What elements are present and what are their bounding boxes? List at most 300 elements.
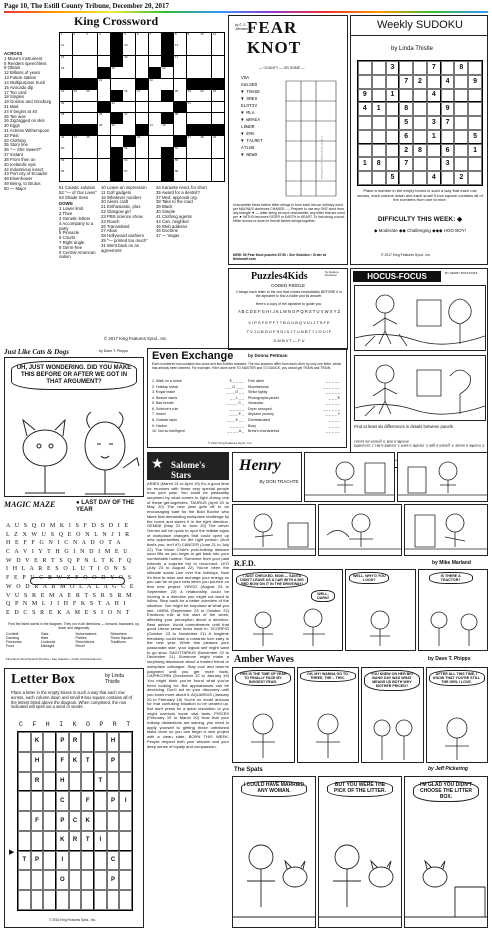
sudoku-cell[interactable]: 8: [372, 157, 386, 171]
crossword-cell[interactable]: [73, 113, 85, 124]
letter-box-cell[interactable]: [69, 791, 82, 811]
letter-box-cell[interactable]: R: [31, 772, 44, 792]
even-exchange-answer[interactable]: E _ _ _ _: [229, 379, 244, 383]
sudoku-cell[interactable]: [413, 61, 427, 75]
letter-box-cell[interactable]: [31, 870, 44, 890]
sudoku-cell[interactable]: [441, 89, 455, 103]
letter-box-cell[interactable]: [56, 890, 69, 910]
letter-box-cell[interactable]: R: [69, 732, 82, 752]
even-exchange-answer[interactable]: _ _ _ _: [329, 423, 340, 428]
crossword-cell[interactable]: 56: [60, 170, 72, 181]
crossword-cell[interactable]: [136, 170, 148, 181]
sudoku-cell[interactable]: [372, 130, 386, 144]
letter-box-cell[interactable]: [69, 890, 82, 910]
crossword-cell[interactable]: 46: [136, 136, 148, 147]
crossword-cell[interactable]: [111, 136, 123, 147]
letter-box-cell[interactable]: [81, 772, 94, 792]
letter-box-cell[interactable]: [94, 752, 107, 772]
letter-box-cell[interactable]: F: [56, 752, 69, 772]
sudoku-grid[interactable]: [357, 60, 483, 186]
letter-box-cell[interactable]: [43, 752, 56, 772]
sudoku-cell[interactable]: 3: [427, 116, 441, 130]
letter-box-cell[interactable]: F: [31, 811, 44, 831]
crossword-cell[interactable]: 6: [136, 33, 148, 44]
crossword-cell[interactable]: [149, 147, 161, 158]
crossword-cell[interactable]: [136, 56, 148, 67]
crossword-cell[interactable]: 32: [60, 102, 72, 113]
crossword-cell[interactable]: [85, 159, 97, 170]
crossword-cell[interactable]: 15: [60, 56, 72, 67]
sudoku-cell[interactable]: 5: [468, 130, 482, 144]
sudoku-cell[interactable]: 7: [441, 116, 455, 130]
letter-box-cell[interactable]: [119, 831, 132, 851]
sudoku-cell[interactable]: [441, 61, 455, 75]
letter-box-cell[interactable]: [119, 752, 132, 772]
letter-box-cell[interactable]: [119, 890, 132, 910]
crossword-cell[interactable]: [136, 147, 148, 158]
even-exchange-answer[interactable]: _ _ _ _ _ _: [323, 384, 340, 389]
crossword-cell[interactable]: [73, 170, 85, 181]
crossword-cell[interactable]: [149, 113, 161, 124]
crossword-cell[interactable]: 10: [199, 33, 211, 44]
letter-box-cell[interactable]: [43, 811, 56, 831]
sudoku-cell[interactable]: 3: [386, 61, 400, 75]
sudoku-cell[interactable]: [413, 171, 427, 185]
letter-box-cell[interactable]: I: [94, 831, 107, 851]
even-exchange-answer[interactable]: _ _ _ _ _: [326, 429, 340, 434]
even-exchange-answer[interactable]: _ _ _ E _: [229, 412, 244, 417]
crossword-cell[interactable]: [199, 170, 211, 181]
crossword-cell[interactable]: [149, 56, 161, 67]
crossword-cell[interactable]: [199, 147, 211, 158]
crossword-cell[interactable]: [212, 147, 224, 158]
letter-box-cell[interactable]: [43, 732, 56, 752]
crossword-cell[interactable]: 58: [174, 170, 186, 181]
sudoku-cell[interactable]: 2: [399, 144, 413, 158]
letter-box-cell[interactable]: [31, 831, 44, 851]
even-exchange-answer[interactable]: _ _ _ _ _: [230, 423, 244, 428]
crossword-cell[interactable]: [149, 102, 161, 113]
crossword-cell[interactable]: [174, 79, 186, 90]
letter-box-cell[interactable]: [18, 890, 31, 910]
crossword-cell[interactable]: [123, 102, 135, 113]
crossword-cell[interactable]: 54: [123, 159, 135, 170]
crossword-cell[interactable]: [85, 147, 97, 158]
crossword-grid[interactable]: [59, 32, 225, 182]
crossword-cell[interactable]: 23: [60, 90, 72, 101]
crossword-cell[interactable]: [212, 56, 224, 67]
even-exchange-answer[interactable]: _ _ _ _ _ _: [323, 406, 340, 411]
crossword-cell[interactable]: 14: [174, 44, 186, 55]
letter-box-cell[interactable]: [94, 870, 107, 890]
sudoku-cell[interactable]: [454, 75, 468, 89]
letter-box-cell[interactable]: [94, 811, 107, 831]
crossword-cell[interactable]: 51: [123, 147, 135, 158]
crossword-cell[interactable]: [85, 44, 97, 55]
letter-box-cell[interactable]: [94, 732, 107, 752]
crossword-cell[interactable]: 25: [85, 90, 97, 101]
letter-box-cell[interactable]: [31, 791, 44, 811]
letter-box-cell[interactable]: [81, 870, 94, 890]
sudoku-cell[interactable]: [399, 61, 413, 75]
even-exchange-answer[interactable]: _ _ _ E: [328, 395, 340, 400]
crossword-cell[interactable]: [187, 56, 199, 67]
crossword-cell[interactable]: [212, 44, 224, 55]
crossword-cell[interactable]: [187, 170, 199, 181]
letter-box-cell[interactable]: T: [94, 772, 107, 792]
sudoku-cell[interactable]: [468, 61, 482, 75]
letter-box-cell[interactable]: [81, 851, 94, 871]
crossword-cell[interactable]: 39: [98, 124, 110, 135]
letter-box-cell[interactable]: P: [107, 870, 120, 890]
crossword-cell[interactable]: 42: [161, 124, 173, 135]
crossword-cell[interactable]: 13: [123, 44, 135, 55]
letter-box-cell[interactable]: C: [56, 791, 69, 811]
sudoku-cell[interactable]: [358, 130, 372, 144]
crossword-cell[interactable]: [98, 44, 110, 55]
sudoku-cell[interactable]: [386, 157, 400, 171]
sudoku-cell[interactable]: [358, 75, 372, 89]
letter-box-cell[interactable]: P: [107, 752, 120, 772]
crossword-cell[interactable]: 36: [98, 113, 110, 124]
letter-box-cell[interactable]: P: [56, 732, 69, 752]
crossword-cell[interactable]: 34: [187, 102, 199, 113]
sudoku-cell[interactable]: [454, 144, 468, 158]
sudoku-cell[interactable]: 3: [441, 157, 455, 171]
crossword-cell[interactable]: [85, 170, 97, 181]
crossword-cell[interactable]: [73, 44, 85, 55]
crossword-cell[interactable]: [187, 113, 199, 124]
sudoku-cell[interactable]: [413, 89, 427, 103]
sudoku-cell[interactable]: [372, 171, 386, 185]
crossword-cell[interactable]: 9: [187, 33, 199, 44]
letter-box-cell[interactable]: [43, 870, 56, 890]
crossword-cell[interactable]: [98, 90, 110, 101]
crossword-cell[interactable]: [212, 67, 224, 78]
letter-box-cell[interactable]: P: [31, 851, 44, 871]
crossword-cell[interactable]: [123, 79, 135, 90]
crossword-cell[interactable]: [212, 170, 224, 181]
crossword-cell[interactable]: [85, 56, 97, 67]
even-exchange-answer[interactable]: _ _ _ O _ _: [226, 390, 244, 395]
even-exchange-answer[interactable]: _ _ L _ _: [230, 395, 244, 400]
letter-box-cell[interactable]: [18, 752, 31, 772]
letter-box-cell[interactable]: [18, 732, 31, 752]
crossword-cell[interactable]: 7: [149, 33, 161, 44]
sudoku-cell[interactable]: 7: [399, 75, 413, 89]
even-exchange-answer[interactable]: _ _ _ _: [329, 417, 340, 422]
even-exchange-answer[interactable]: _ _ _ K _ _: [226, 417, 244, 422]
even-exchange-answer[interactable]: _ _ O _ _ _: [226, 384, 244, 389]
letter-box-cell[interactable]: T: [81, 831, 94, 851]
sudoku-cell[interactable]: 1: [386, 89, 400, 103]
even-exchange-answer[interactable]: _ _ _ _ C _: [226, 401, 244, 406]
sudoku-cell[interactable]: [441, 130, 455, 144]
crossword-cell[interactable]: [199, 44, 211, 55]
sudoku-cell[interactable]: 4: [441, 75, 455, 89]
even-exchange-answer[interactable]: _ _ _ _ _: [326, 379, 340, 383]
sudoku-cell[interactable]: [399, 89, 413, 103]
crossword-cell[interactable]: 47: [187, 136, 199, 147]
crossword-cell[interactable]: 29: [187, 90, 199, 101]
sudoku-cell[interactable]: 9: [441, 102, 455, 116]
crossword-cell[interactable]: 12: [60, 44, 72, 55]
crossword-cell[interactable]: 8: [174, 33, 186, 44]
sudoku-cell[interactable]: 2: [413, 75, 427, 89]
sudoku-cell[interactable]: [468, 157, 482, 171]
crossword-cell[interactable]: [98, 159, 110, 170]
letter-box-cell[interactable]: H: [31, 752, 44, 772]
crossword-cell[interactable]: [187, 147, 199, 158]
letter-box-cell[interactable]: K: [31, 732, 44, 752]
crossword-cell[interactable]: 21: [98, 79, 110, 90]
crossword-cell[interactable]: [85, 102, 97, 113]
sudoku-cell[interactable]: 1: [468, 144, 482, 158]
sudoku-cell[interactable]: [372, 61, 386, 75]
letter-box-cell[interactable]: [18, 772, 31, 792]
letter-box-cell[interactable]: [81, 890, 94, 910]
crossword-cell[interactable]: 52: [174, 147, 186, 158]
crossword-cell[interactable]: [123, 124, 135, 135]
sudoku-cell[interactable]: [454, 102, 468, 116]
crossword-cell[interactable]: 4: [98, 33, 110, 44]
sudoku-cell[interactable]: [468, 116, 482, 130]
crossword-cell[interactable]: 5: [123, 33, 135, 44]
sudoku-cell[interactable]: [454, 130, 468, 144]
crossword-cell[interactable]: [212, 113, 224, 124]
sudoku-cell[interactable]: [468, 89, 482, 103]
sudoku-cell[interactable]: 7: [427, 61, 441, 75]
sudoku-cell[interactable]: [413, 157, 427, 171]
sudoku-cell[interactable]: 1: [358, 157, 372, 171]
crossword-cell[interactable]: 43: [60, 136, 72, 147]
sudoku-cell[interactable]: [358, 171, 372, 185]
crossword-cell[interactable]: [149, 159, 161, 170]
sudoku-cell[interactable]: [386, 144, 400, 158]
sudoku-cell[interactable]: [427, 102, 441, 116]
sudoku-cell[interactable]: [454, 157, 468, 171]
sudoku-cell[interactable]: 4: [427, 89, 441, 103]
crossword-cell[interactable]: 33: [111, 102, 123, 113]
sudoku-cell[interactable]: [413, 116, 427, 130]
sudoku-cell[interactable]: [427, 75, 441, 89]
sudoku-cell[interactable]: [372, 116, 386, 130]
sudoku-cell[interactable]: [358, 116, 372, 130]
letter-box-cell[interactable]: [119, 811, 132, 831]
crossword-cell[interactable]: [98, 147, 110, 158]
crossword-cell[interactable]: [161, 79, 173, 90]
sudoku-cell[interactable]: 8: [454, 61, 468, 75]
sudoku-cell[interactable]: [427, 157, 441, 171]
sudoku-cell[interactable]: 2: [454, 171, 468, 185]
crossword-cell[interactable]: 55: [174, 159, 186, 170]
crossword-cell[interactable]: [85, 113, 97, 124]
crossword-cell[interactable]: [199, 159, 211, 170]
crossword-cell[interactable]: [149, 136, 161, 147]
sudoku-cell[interactable]: 9: [358, 89, 372, 103]
letter-box-cell[interactable]: [94, 890, 107, 910]
letter-box-cell[interactable]: K: [69, 752, 82, 772]
hocus-panel-bottom[interactable]: [354, 355, 486, 421]
crossword-cell[interactable]: 17: [174, 56, 186, 67]
letter-box-cell[interactable]: O: [56, 870, 69, 890]
crossword-cell[interactable]: [161, 102, 173, 113]
sudoku-cell[interactable]: [427, 144, 441, 158]
sudoku-cell[interactable]: [372, 144, 386, 158]
letter-box-cell[interactable]: P: [107, 791, 120, 811]
sudoku-cell[interactable]: [468, 171, 482, 185]
crossword-cell[interactable]: [73, 67, 85, 78]
crossword-cell[interactable]: 37: [123, 113, 135, 124]
sudoku-cell[interactable]: 6: [399, 130, 413, 144]
sudoku-cell[interactable]: [441, 171, 455, 185]
crossword-cell[interactable]: 45: [85, 136, 97, 147]
crossword-cell[interactable]: 2: [73, 33, 85, 44]
letter-box-cell[interactable]: K: [81, 811, 94, 831]
letter-box-cell[interactable]: [69, 772, 82, 792]
letter-box-cell[interactable]: T: [81, 752, 94, 772]
sudoku-cell[interactable]: [372, 75, 386, 89]
sudoku-cell[interactable]: 5: [386, 171, 400, 185]
sudoku-cell[interactable]: 9: [468, 75, 482, 89]
letter-box-cell[interactable]: [119, 851, 132, 871]
sudoku-cell[interactable]: [399, 171, 413, 185]
crossword-cell[interactable]: [73, 147, 85, 158]
crossword-cell[interactable]: 24: [73, 90, 85, 101]
crossword-cell[interactable]: 22: [149, 79, 161, 90]
crossword-cell[interactable]: 38: [174, 113, 186, 124]
crossword-cell[interactable]: 44: [73, 136, 85, 147]
crossword-cell[interactable]: [123, 67, 135, 78]
crossword-cell[interactable]: [98, 56, 110, 67]
crossword-cell[interactable]: 1: [60, 33, 72, 44]
crossword-cell[interactable]: [73, 159, 85, 170]
letter-box-cell[interactable]: [43, 772, 56, 792]
letter-box-cell[interactable]: [31, 890, 44, 910]
crossword-cell[interactable]: 20: [161, 67, 173, 78]
crossword-cell[interactable]: 26: [123, 90, 135, 101]
crossword-cell[interactable]: [136, 159, 148, 170]
crossword-cell[interactable]: 35: [60, 113, 72, 124]
crossword-cell[interactable]: 3: [85, 33, 97, 44]
crossword-cell[interactable]: [98, 170, 110, 181]
even-exchange-answer[interactable]: _ _ _ _ _: [230, 406, 244, 411]
letter-box-cell[interactable]: [107, 890, 120, 910]
crossword-cell[interactable]: [111, 79, 123, 90]
crossword-cell[interactable]: 11: [212, 33, 224, 44]
letter-box-cell[interactable]: [107, 772, 120, 792]
sudoku-cell[interactable]: [358, 144, 372, 158]
even-exchange-answer[interactable]: _ _ _ _ Y: [325, 412, 340, 417]
sudoku-cell[interactable]: [454, 89, 468, 103]
letter-box-cell[interactable]: [18, 811, 31, 831]
crossword-cell[interactable]: 50: [60, 147, 72, 158]
crossword-cell[interactable]: [212, 102, 224, 113]
sudoku-cell[interactable]: 7: [399, 157, 413, 171]
crossword-cell[interactable]: [149, 44, 161, 55]
letter-box-cell[interactable]: [18, 831, 31, 851]
sudoku-cell[interactable]: [358, 61, 372, 75]
letter-box-cell[interactable]: H: [56, 772, 69, 792]
sudoku-cell[interactable]: [372, 89, 386, 103]
letter-box-grid[interactable]: [17, 731, 133, 911]
crossword-cell[interactable]: [199, 102, 211, 113]
maze-grid[interactable]: [6, 522, 144, 618]
sudoku-cell[interactable]: 6: [441, 144, 455, 158]
letter-box-cell[interactable]: [119, 870, 132, 890]
letter-box-cell[interactable]: [43, 791, 56, 811]
letter-box-cell[interactable]: [43, 890, 56, 910]
letter-box-cell[interactable]: [69, 870, 82, 890]
letter-box-cell[interactable]: [107, 811, 120, 831]
crossword-cell[interactable]: 19: [111, 67, 123, 78]
sudoku-cell[interactable]: 4: [358, 102, 372, 116]
letter-box-cell[interactable]: [119, 732, 132, 752]
crossword-cell[interactable]: [98, 136, 110, 147]
sudoku-cell[interactable]: 1: [427, 130, 441, 144]
crossword-cell[interactable]: [136, 102, 148, 113]
crossword-cell[interactable]: [199, 56, 211, 67]
crossword-cell[interactable]: 41: [149, 124, 161, 135]
sudoku-cell[interactable]: 5: [399, 116, 413, 130]
crossword-cell[interactable]: 31: [212, 90, 224, 101]
crossword-cell[interactable]: [85, 67, 97, 78]
letter-box-cell[interactable]: [18, 791, 31, 811]
even-exchange-answer[interactable]: _ _ _ _ A _: [227, 429, 244, 434]
letter-box-cell[interactable]: K: [56, 831, 69, 851]
crossword-cell[interactable]: [199, 67, 211, 78]
crossword-cell[interactable]: 18: [60, 67, 72, 78]
sudoku-cell[interactable]: [454, 116, 468, 130]
crossword-cell[interactable]: 48: [199, 136, 211, 147]
letter-box-cell[interactable]: [81, 732, 94, 752]
letter-box-cell[interactable]: [69, 851, 82, 871]
sudoku-cell[interactable]: [413, 130, 427, 144]
crossword-cell[interactable]: [73, 56, 85, 67]
letter-box-cell[interactable]: H: [107, 732, 120, 752]
letter-box-cell[interactable]: F: [81, 791, 94, 811]
crossword-cell[interactable]: [187, 44, 199, 55]
crossword-cell[interactable]: [136, 67, 148, 78]
crossword-cell[interactable]: 27: [136, 90, 148, 101]
even-exchange-answer[interactable]: _ _ _ _ _: [326, 390, 340, 395]
letter-box-cell[interactable]: I: [119, 791, 132, 811]
crossword-cell[interactable]: [161, 136, 173, 147]
letter-box-cell[interactable]: C: [107, 851, 120, 871]
letter-box-cell[interactable]: I: [56, 851, 69, 871]
crossword-cell[interactable]: 28: [174, 90, 186, 101]
letter-box-cell[interactable]: [18, 870, 31, 890]
letter-box-cell[interactable]: [119, 772, 132, 792]
crossword-cell[interactable]: [212, 159, 224, 170]
crossword-cell[interactable]: 30: [199, 90, 211, 101]
letter-box-cell[interactable]: C: [69, 811, 82, 831]
sudoku-cell[interactable]: 4: [427, 171, 441, 185]
letter-box-cell[interactable]: [43, 831, 56, 851]
sudoku-cell[interactable]: [386, 75, 400, 89]
sudoku-cell[interactable]: 8: [399, 102, 413, 116]
hocus-panel-top[interactable]: [354, 285, 486, 351]
crossword-cell[interactable]: [174, 67, 186, 78]
letter-box-cell[interactable]: T: [18, 851, 31, 871]
even-exchange-answer[interactable]: _ _ _ _ _: [326, 401, 340, 406]
letter-box-cell[interactable]: P: [56, 811, 69, 831]
crossword-cell[interactable]: [174, 124, 186, 135]
crossword-cell[interactable]: [187, 67, 199, 78]
crossword-cell[interactable]: [199, 113, 211, 124]
crossword-cell[interactable]: 53: [60, 159, 72, 170]
crossword-cell[interactable]: [73, 102, 85, 113]
